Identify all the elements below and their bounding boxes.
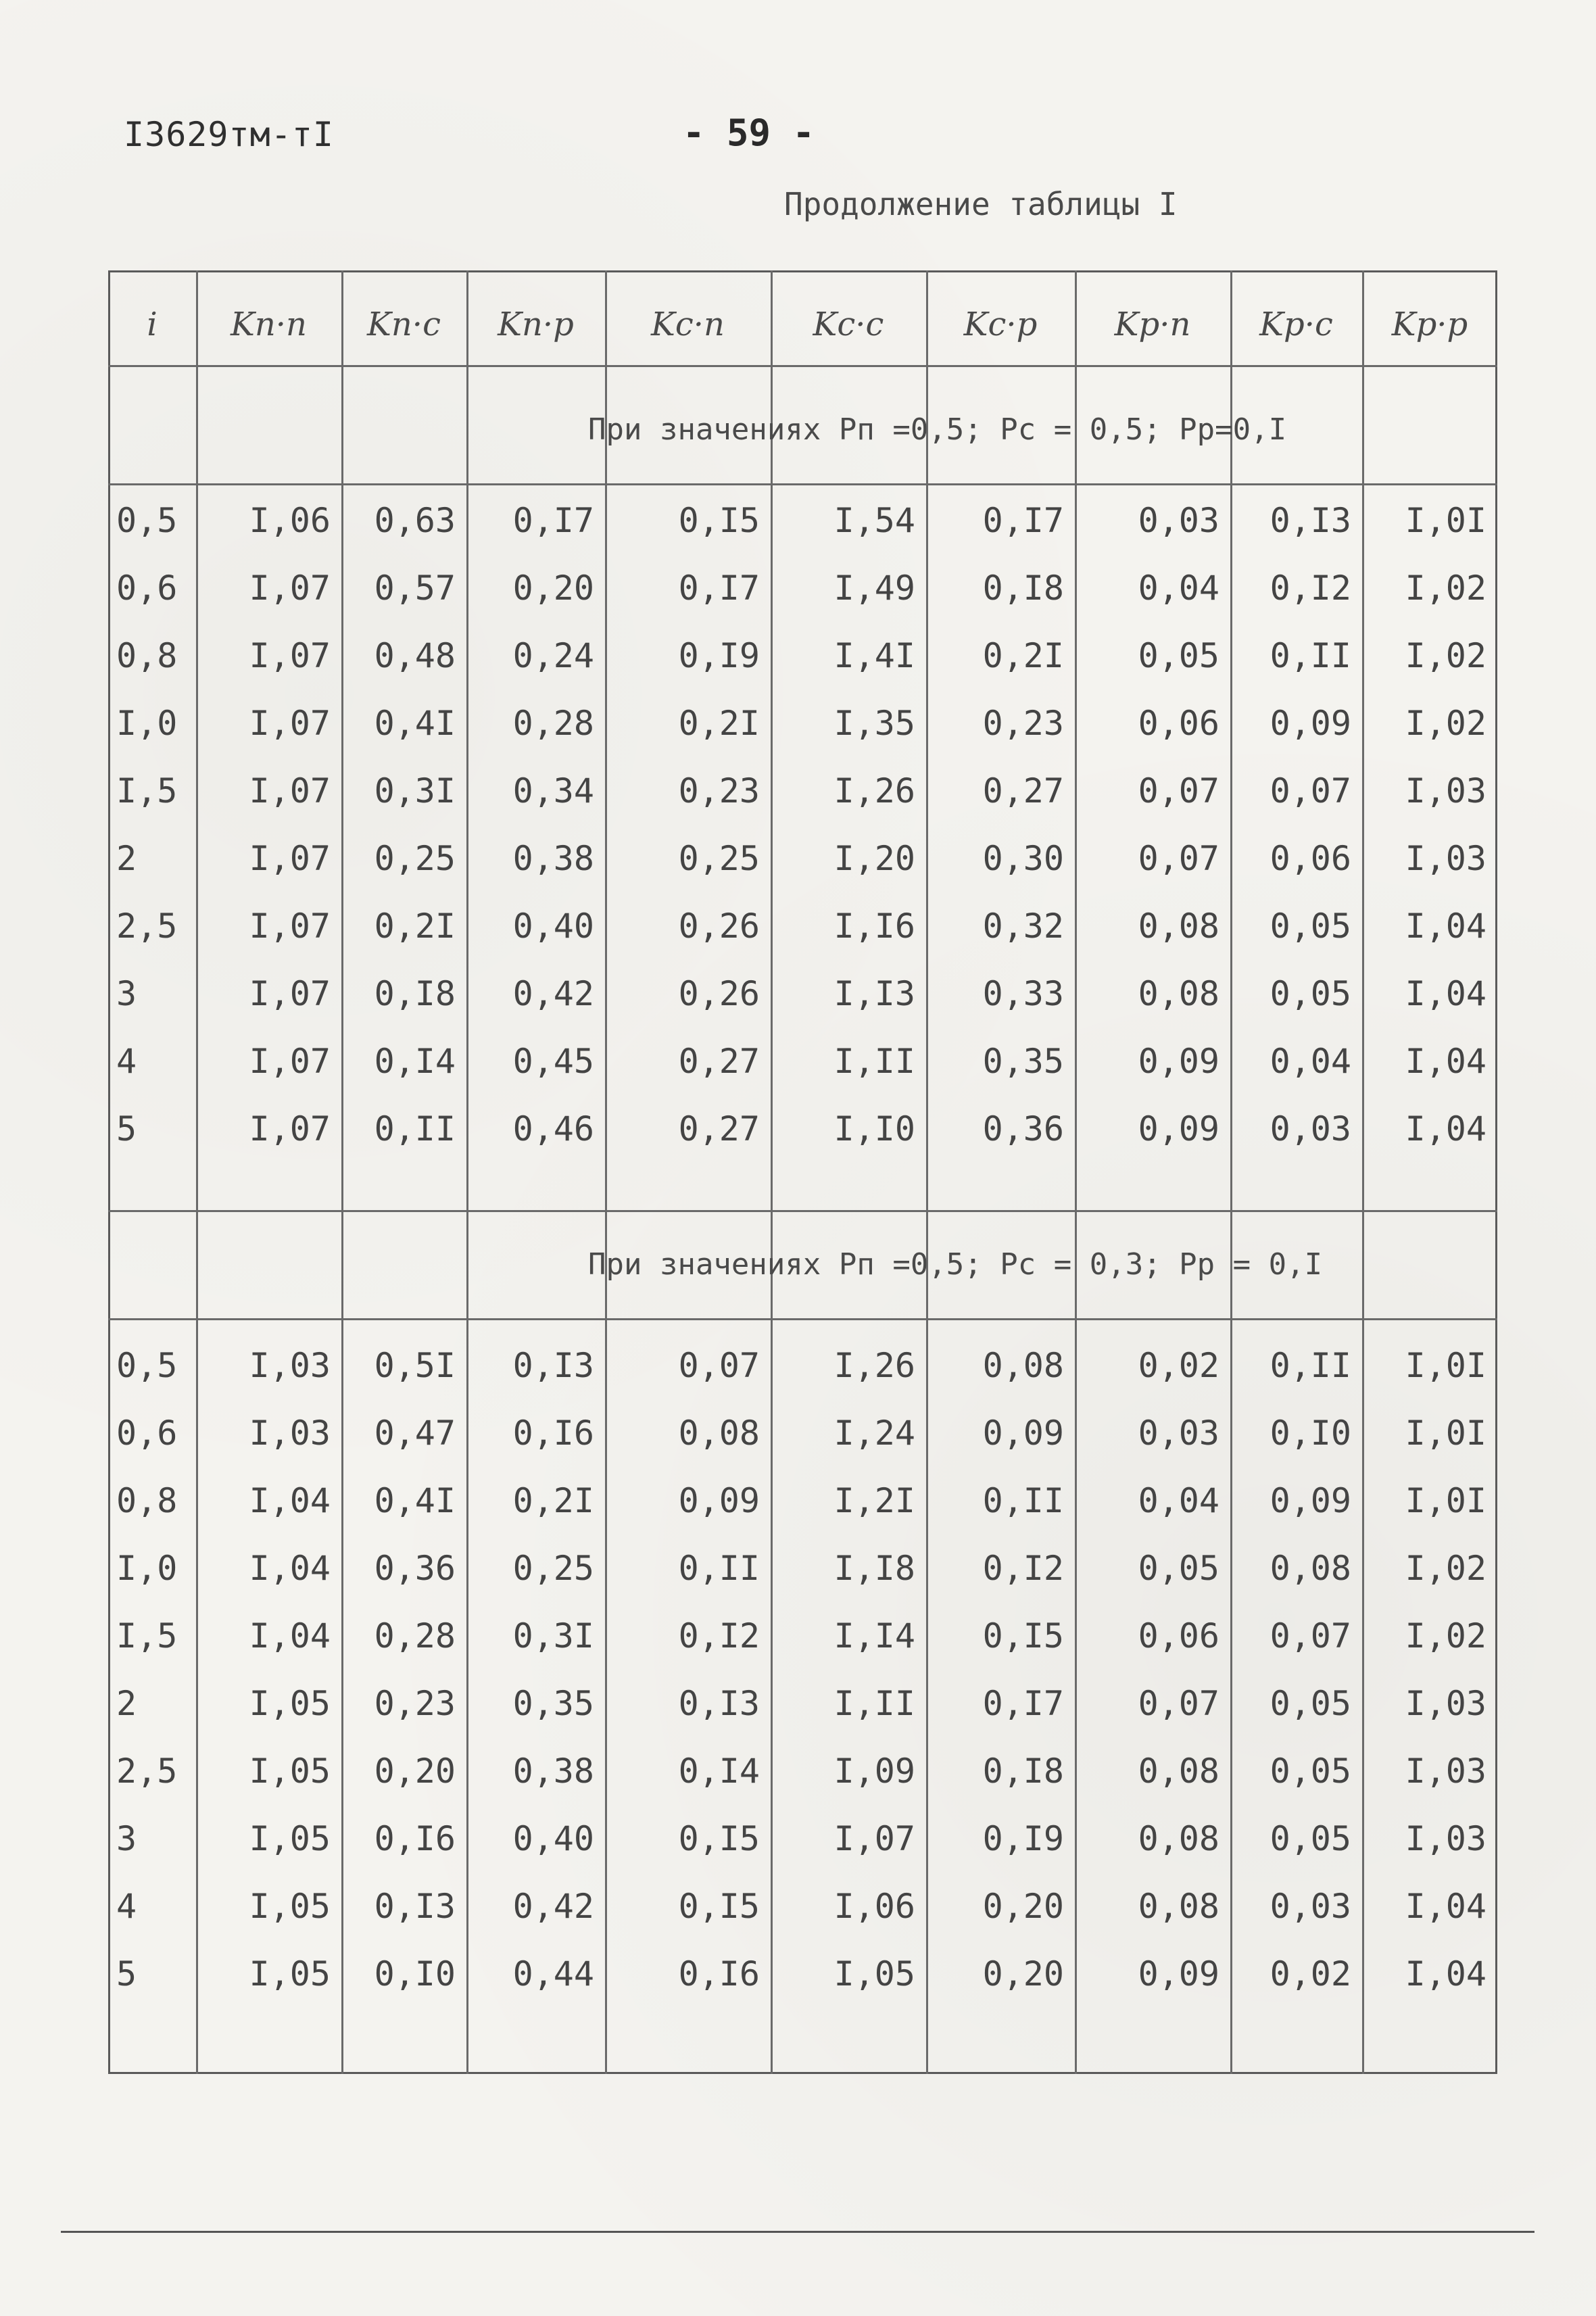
table-cell: 0,06 (1269, 839, 1351, 878)
table-cell: 0,II (678, 1549, 760, 1588)
row-divider (108, 365, 1497, 367)
table-cell: 0,09 (982, 1414, 1064, 1453)
table-cell: I,02 (1405, 704, 1486, 743)
table-cell: I,02 (1405, 569, 1486, 608)
table-cell: 0,I3 (678, 1684, 760, 1723)
table-cell: 0,05 (1269, 907, 1351, 946)
table-cell: 0,25 (374, 839, 456, 878)
table-cell: 0,02 (1269, 1954, 1351, 1994)
column-header: Kп·c (367, 306, 441, 343)
table-cell: 0,45 (512, 1042, 594, 1081)
table-cell: 0,I5 (982, 1616, 1064, 1656)
row-divider (108, 1318, 1497, 1320)
table-cell: I,05 (249, 1954, 331, 1994)
table-cell: 0,05 (1269, 1752, 1351, 1791)
table-cell: 0,05 (1269, 1684, 1351, 1723)
table-cell: I,04 (1405, 1954, 1486, 1994)
table-cell: 0,05 (1269, 974, 1351, 1013)
table-cell: 0,2I (512, 1481, 594, 1520)
row-parameter-cell: 3 (116, 1819, 137, 1858)
table-cell: 0,63 (374, 501, 456, 540)
table-cell: I,II (833, 1042, 915, 1081)
row-parameter-cell: 0,5 (116, 501, 178, 540)
table-cell: 0,4I (374, 1481, 456, 1520)
table-cell: 0,05 (1269, 1819, 1351, 1858)
table-cell: 0,32 (982, 907, 1064, 946)
table-cell: I,07 (833, 1819, 915, 1858)
column-header: Kп·р (498, 306, 574, 343)
table-cell: I,05 (249, 1752, 331, 1791)
table-cell: 0,38 (512, 1752, 594, 1791)
table-cell: 0,27 (678, 1109, 760, 1149)
column-header: Kр·р (1391, 306, 1468, 343)
table-cell: 0,07 (1138, 839, 1219, 878)
table-cell: I,03 (1405, 1684, 1486, 1723)
table-cell: 0,I9 (678, 636, 760, 675)
group-condition-label: При значениях Pп =0,5; Pc = 0,3; Pр = 0,I (588, 1247, 1323, 1282)
table-cell: 0,07 (1269, 1616, 1351, 1656)
table-cell: I,04 (1405, 974, 1486, 1013)
table-cell: 0,28 (374, 1616, 456, 1656)
table-cell: 0,I2 (678, 1616, 760, 1656)
table-cell: 0,3I (374, 771, 456, 811)
table-cell: I,07 (249, 636, 331, 675)
table-cell: I,03 (1405, 1752, 1486, 1791)
column-header: Kр·п (1114, 306, 1191, 343)
table-cell: 0,I6 (512, 1414, 594, 1453)
column-header: Kc·п (651, 306, 725, 343)
row-parameter-cell: 2,5 (116, 1752, 178, 1791)
table-cell: 0,06 (1138, 704, 1219, 743)
table-cell: 0,03 (1269, 1887, 1351, 1926)
column-divider (196, 270, 198, 2074)
table-cell: I,04 (1405, 1109, 1486, 1149)
row-parameter-cell: 0,5 (116, 1346, 178, 1385)
row-parameter-cell: I,0 (116, 1549, 178, 1588)
table-cell: 0,46 (512, 1109, 594, 1149)
table-cell: 0,I8 (374, 974, 456, 1013)
table-cell: I,07 (249, 839, 331, 878)
table-cell: I,06 (249, 501, 331, 540)
table-cell: 0,09 (1138, 1042, 1219, 1081)
table-cell: I,05 (833, 1954, 915, 1994)
table-cell: I,II (833, 1684, 915, 1723)
table-cell: I,0I (1405, 1481, 1486, 1520)
table-cell: 0,I0 (1269, 1414, 1351, 1453)
table-cell: 0,I6 (374, 1819, 456, 1858)
table-cell: 0,I5 (678, 1819, 760, 1858)
table-cell: 0,36 (982, 1109, 1064, 1149)
table-cell: 0,57 (374, 569, 456, 608)
table-cell: 0,3I (512, 1616, 594, 1656)
table-cell: 0,20 (982, 1887, 1064, 1926)
table-cell: 0,08 (982, 1346, 1064, 1385)
table-cell: I,07 (249, 704, 331, 743)
table-cell: 0,08 (1138, 974, 1219, 1013)
table-cell: I,05 (249, 1819, 331, 1858)
table-cell: 0,03 (1138, 501, 1219, 540)
table-cell: 0,47 (374, 1414, 456, 1453)
table-cell: 0,05 (1138, 636, 1219, 675)
row-parameter-cell: 0,8 (116, 1481, 178, 1520)
row-parameter-cell: 4 (116, 1042, 137, 1081)
table-cell: 0,I7 (982, 1684, 1064, 1723)
column-divider (1230, 270, 1232, 2074)
table-cell: I,0I (1405, 1414, 1486, 1453)
row-divider (108, 483, 1497, 485)
row-parameter-cell: 2 (116, 1684, 137, 1723)
column-header: Kр·c (1259, 306, 1333, 343)
table-cell: I,04 (249, 1616, 331, 1656)
table-cell: I,54 (833, 501, 915, 540)
table-cell: I,07 (249, 771, 331, 811)
table-cell: 0,08 (1269, 1549, 1351, 1588)
table-cell: I,4I (833, 636, 915, 675)
column-header: Kc·c (813, 306, 884, 343)
table-cell: I,I4 (833, 1616, 915, 1656)
table-cell: 0,4I (374, 704, 456, 743)
table-cell: 0,35 (982, 1042, 1064, 1081)
table-cell: I,I6 (833, 907, 915, 946)
table-cell: 0,II (374, 1109, 456, 1149)
table-cell: 0,26 (678, 974, 760, 1013)
row-parameter-cell: I,0 (116, 704, 178, 743)
table-cell: I,05 (249, 1887, 331, 1926)
table-cell: 0,I3 (512, 1346, 594, 1385)
table-cell: 0,04 (1138, 569, 1219, 608)
row-parameter-cell: 3 (116, 974, 137, 1013)
document-code: I3629тм-тI (124, 115, 335, 154)
table-cell: I,02 (1405, 1549, 1486, 1588)
row-parameter-cell: I,5 (116, 771, 178, 811)
table-cell: 0,25 (678, 839, 760, 878)
table-cell: 0,40 (512, 1819, 594, 1858)
row-parameter-cell: 0,6 (116, 1414, 178, 1453)
column-divider (771, 270, 773, 2074)
table-cell: I,04 (249, 1549, 331, 1588)
table-cell: 0,08 (1138, 1752, 1219, 1791)
table-cell: 0,23 (678, 771, 760, 811)
row-parameter-cell: I,5 (116, 1616, 178, 1656)
row-parameter-cell: 5 (116, 1954, 137, 1994)
table-cell: 0,23 (374, 1684, 456, 1723)
table-cell: I,04 (249, 1481, 331, 1520)
table-cell: 0,28 (512, 704, 594, 743)
page-bottom-rule (61, 2231, 1534, 2233)
table-cell: I,0I (1405, 501, 1486, 540)
table-cell: 0,36 (374, 1549, 456, 1588)
table-cell: 0,42 (512, 974, 594, 1013)
data-table (108, 270, 1497, 2074)
table-cell: 0,I2 (1269, 569, 1351, 608)
table-cell: I,03 (249, 1346, 331, 1385)
table-cell: I,07 (249, 1042, 331, 1081)
group-condition-label: При значениях Pп =0,5; Pc = 0,5; Pр=0,I (588, 412, 1287, 447)
table-cell: 0,35 (512, 1684, 594, 1723)
table-cell: 0,38 (512, 839, 594, 878)
column-header: i (147, 306, 158, 343)
table-cell: 0,04 (1138, 1481, 1219, 1520)
table-cell: I,09 (833, 1752, 915, 1791)
table-cell: I,26 (833, 1346, 915, 1385)
row-parameter-cell: 4 (116, 1887, 137, 1926)
table-cell: 0,09 (1138, 1954, 1219, 1994)
table-cell: 0,I2 (982, 1549, 1064, 1588)
table-cell: 0,II (1269, 1346, 1351, 1385)
row-divider (108, 1210, 1497, 1212)
table-cell: 0,I8 (982, 569, 1064, 608)
table-cell: 0,I7 (678, 569, 760, 608)
row-parameter-cell: 2,5 (116, 907, 178, 946)
table-cell: I,26 (833, 771, 915, 811)
table-cell: 0,09 (1269, 704, 1351, 743)
table-cell: 0,27 (678, 1042, 760, 1081)
table-cell: 0,2I (678, 704, 760, 743)
table-cell: I,04 (1405, 1887, 1486, 1926)
table-cell: 0,30 (982, 839, 1064, 878)
table-cell: I,04 (1405, 1042, 1486, 1081)
table-cell: 0,I8 (982, 1752, 1064, 1791)
table-cell: 0,I4 (374, 1042, 456, 1081)
table-cell: 0,44 (512, 1954, 594, 1994)
table-cell: 0,03 (1138, 1414, 1219, 1453)
row-parameter-cell: 5 (116, 1109, 137, 1149)
column-divider (341, 270, 343, 2074)
table-cell: I,35 (833, 704, 915, 743)
row-parameter-cell: 2 (116, 839, 137, 878)
table-cell: 0,2I (982, 636, 1064, 675)
row-parameter-cell: 0,6 (116, 569, 178, 608)
table-cell: 0,5I (374, 1346, 456, 1385)
table-cell: 0,40 (512, 907, 594, 946)
table-cell: 0,20 (374, 1752, 456, 1791)
table-cell: 0,2I (374, 907, 456, 946)
table-cell: I,49 (833, 569, 915, 608)
column-header: Kc·р (963, 306, 1038, 343)
table-cell: I,05 (249, 1684, 331, 1723)
table-cell: 0,I7 (512, 501, 594, 540)
table-cell: I,I3 (833, 974, 915, 1013)
table-cell: 0,42 (512, 1887, 594, 1926)
table-cell: I,I0 (833, 1109, 915, 1149)
table-cell: 0,II (1269, 636, 1351, 675)
table-cell: 0,05 (1138, 1549, 1219, 1588)
table-cell: 0,II (982, 1481, 1064, 1520)
table-cell: 0,I9 (982, 1819, 1064, 1858)
table-cell: 0,I5 (678, 1887, 760, 1926)
table-cell: 0,23 (982, 704, 1064, 743)
table-cell: I,03 (1405, 839, 1486, 878)
table-cell: 0,08 (1138, 1887, 1219, 1926)
table-cell: 0,08 (678, 1414, 760, 1453)
table-cell: 0,I0 (374, 1954, 456, 1994)
table-cell: I,07 (249, 974, 331, 1013)
table-cell: 0,I7 (982, 501, 1064, 540)
table-cell: I,03 (1405, 771, 1486, 811)
table-cell: 0,I5 (678, 501, 760, 540)
table-cell: 0,I3 (1269, 501, 1351, 540)
table-cell: 0,08 (1138, 907, 1219, 946)
table-cell: 0,03 (1269, 1109, 1351, 1149)
table-cell: 0,07 (1269, 771, 1351, 811)
row-parameter-cell: 0,8 (116, 636, 178, 675)
table-cell: I,03 (1405, 1819, 1486, 1858)
table-cell: I,07 (249, 569, 331, 608)
table-cell: I,2I (833, 1481, 915, 1520)
table-cell: I,02 (1405, 636, 1486, 675)
column-divider (466, 270, 468, 2074)
table-continuation-caption: Продолжение таблицы I (784, 186, 1178, 222)
table-cell: I,I8 (833, 1549, 915, 1588)
table-cell: I,24 (833, 1414, 915, 1453)
table-cell: 0,I6 (678, 1954, 760, 1994)
table-cell: I,06 (833, 1887, 915, 1926)
column-divider (926, 270, 928, 2074)
table-cell: 0,09 (678, 1481, 760, 1520)
table-cell: 0,25 (512, 1549, 594, 1588)
table-cell: 0,26 (678, 907, 760, 946)
table-cell: 0,09 (1138, 1109, 1219, 1149)
table-cell: 0,02 (1138, 1346, 1219, 1385)
table-cell: 0,20 (512, 569, 594, 608)
table-cell: 0,33 (982, 974, 1064, 1013)
table-cell: 0,07 (1138, 771, 1219, 811)
page-number: - 59 - (683, 112, 815, 154)
table-cell: 0,24 (512, 636, 594, 675)
table-cell: 0,48 (374, 636, 456, 675)
table-cell: I,07 (249, 1109, 331, 1149)
table-cell: 0,07 (678, 1346, 760, 1385)
table-cell: 0,08 (1138, 1819, 1219, 1858)
table-cell: I,20 (833, 839, 915, 878)
table-cell: 0,27 (982, 771, 1064, 811)
table-cell: I,07 (249, 907, 331, 946)
table-cell: 0,34 (512, 771, 594, 811)
table-cell: 0,06 (1138, 1616, 1219, 1656)
table-cell: 0,20 (982, 1954, 1064, 1994)
table-cell: 0,04 (1269, 1042, 1351, 1081)
table-cell: I,0I (1405, 1346, 1486, 1385)
table-cell: I,03 (249, 1414, 331, 1453)
column-header: Kп·п (231, 306, 307, 343)
column-divider (1362, 270, 1364, 2074)
table-cell: 0,I4 (678, 1752, 760, 1791)
column-divider (1075, 270, 1077, 2074)
table-cell: I,02 (1405, 1616, 1486, 1656)
table-cell: 0,I3 (374, 1887, 456, 1926)
table-cell: 0,09 (1269, 1481, 1351, 1520)
table-cell: I,04 (1405, 907, 1486, 946)
column-divider (605, 270, 607, 2074)
table-cell: 0,07 (1138, 1684, 1219, 1723)
